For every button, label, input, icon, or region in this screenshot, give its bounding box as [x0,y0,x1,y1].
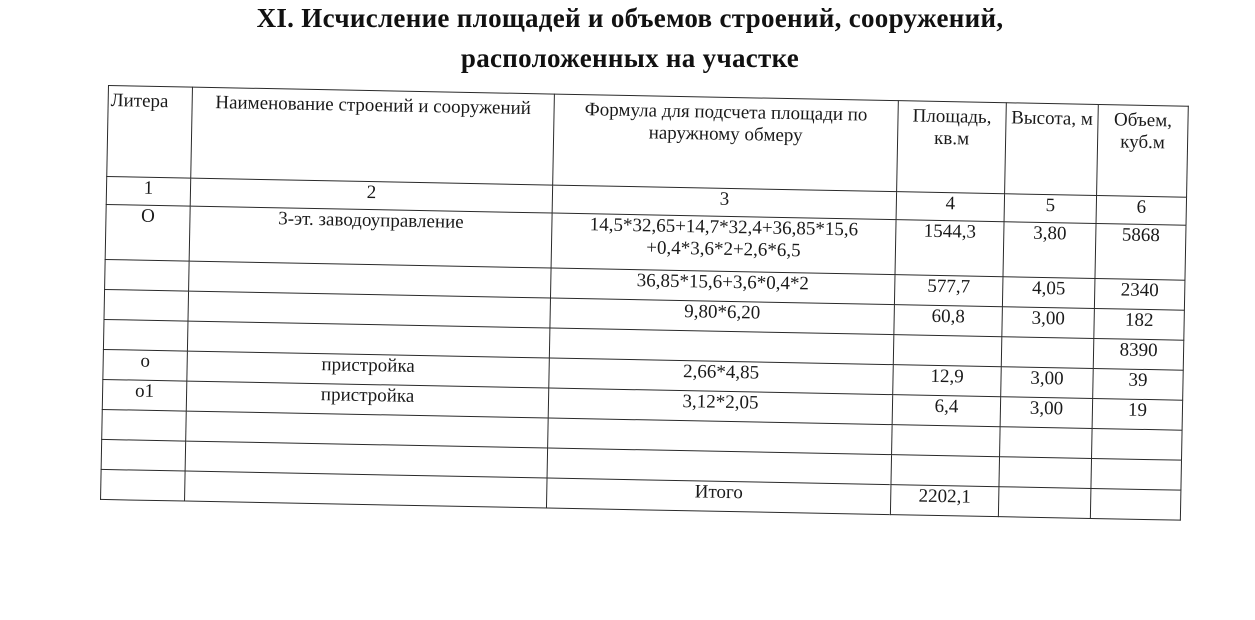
formula-cell: 9,80*6,20 [550,298,895,335]
formula-cell: 36,85*15,6+3,6*0,4*2 [550,268,895,305]
header-cell-volume: Объем, куб.м [1097,105,1189,198]
litera-cell: о [103,349,188,381]
page-title: XI. Исчисление площадей и объемов строений, сооружений, [256,3,1004,33]
column-number: 2 [190,178,552,213]
column-number: 5 [1004,194,1097,224]
area-cell: 6,4 [892,395,1001,427]
areas-volumes-table [100,85,1189,521]
volume-cell [1092,428,1183,460]
header-cell-height: Высота, м [1005,103,1099,196]
header-cell-name: Наименование строений и сооружений [191,87,555,185]
height-cell [1000,427,1093,459]
area-cell: 60,8 [894,305,1003,337]
formula-cell: 3,12*2,05 [548,388,893,425]
height-cell: 3,00 [1000,397,1093,429]
litera-cell [102,409,187,441]
column-number: 3 [552,185,896,220]
page-subtitle: расположенных на участке [460,43,800,73]
volume-cell: 5868 [1095,223,1186,280]
building-name-cell [185,471,548,508]
volume-cell [1090,488,1181,520]
total-area-cell: 2202,1 [890,485,999,517]
column-number: 6 [1096,195,1187,225]
height-cell: 3,80 [1003,222,1096,279]
area-cell: 577,7 [894,275,1003,307]
header-cell-formula: Формула для подсчета площади по наружному обмеру [553,94,899,192]
total-label-cell: Итого [546,478,891,515]
litera-cell [101,469,186,501]
litera-cell [104,289,189,321]
building-name-cell: пристройка [187,351,550,388]
volume-cell: 182 [1094,308,1185,340]
area-cell [892,425,1001,457]
areas-volumes-table-wrapper [100,85,1188,521]
litera-cell [105,259,190,291]
litera-cell [101,439,186,471]
height-cell [998,487,1091,519]
area-cell: 1544,3 [895,220,1004,277]
area-cell [891,455,1000,487]
height-cell: 4,05 [1002,277,1095,309]
formula-cell: 14,5*32,65+14,7*32,4+36,85*15,6 +0,4*3,6*2+2,6*6,5 [551,213,896,275]
header-cell-litera: Литера [107,86,193,179]
building-name-cell: 3-эт. заводоуправление [189,206,552,268]
litera-cell [103,319,188,351]
volume-cell: 19 [1092,398,1183,430]
column-number: 4 [896,192,1005,222]
volume-cell [1091,458,1182,490]
building-name-cell: пристройка [186,381,549,418]
volume-cell: 2340 [1094,278,1185,310]
litera-cell: о1 [102,379,187,411]
area-cell [893,335,1002,367]
height-cell: 3,00 [1002,307,1095,339]
height-cell [1001,337,1094,369]
column-number: 1 [106,176,191,206]
height-cell: 3,00 [1001,367,1094,399]
volume-cell: 8390 [1093,338,1184,370]
formula-cell: 2,66*4,85 [549,358,894,395]
area-cell: 12,9 [893,365,1002,397]
litera-cell: О [105,204,190,261]
volume-cell: 39 [1093,368,1184,400]
height-cell [999,457,1092,489]
header-cell-area: Площадь, кв.м [897,101,1007,194]
